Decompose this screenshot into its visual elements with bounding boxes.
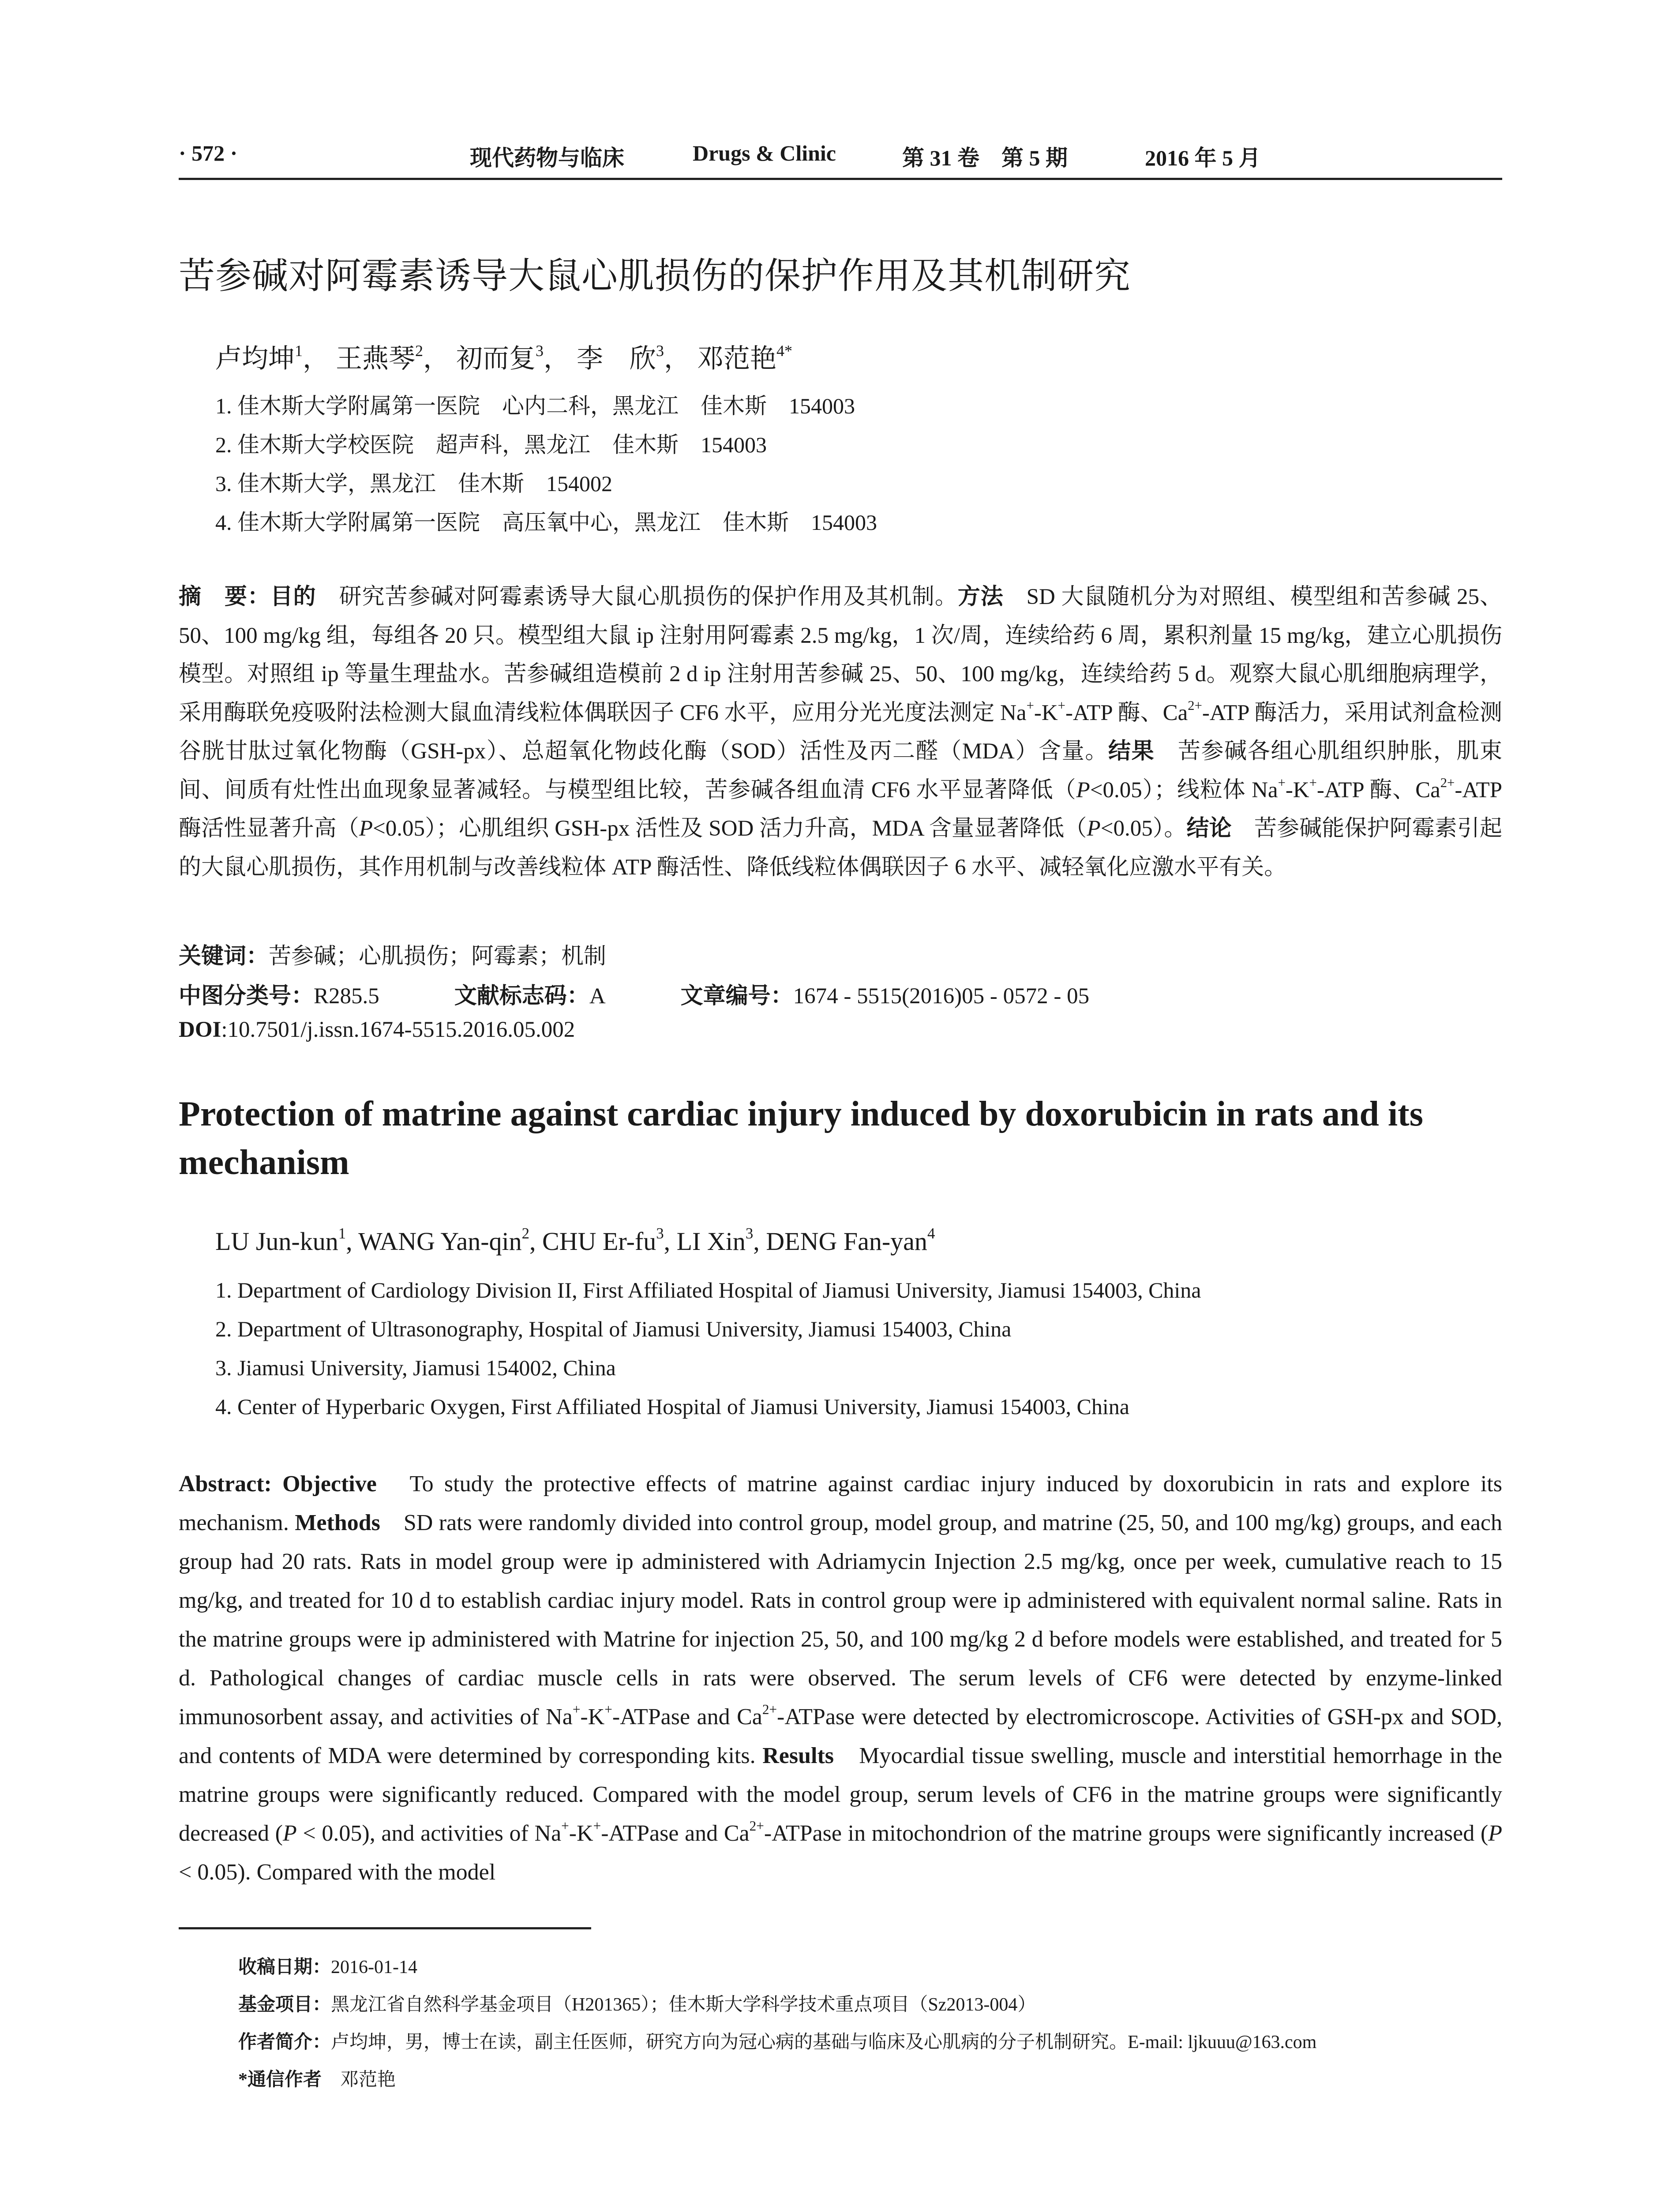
results-label: Results (762, 1743, 834, 1768)
footnote-label: 基金项目： (238, 1995, 331, 2015)
affiliation-cn: 2. 佳木斯大学校医院 超声科，黑龙江 佳木斯 154003 (215, 432, 767, 457)
footnote-text: 黑龙江省自然科学基金项目（H201365）；佳木斯大学科学技术重点项目（Sz2013-004） (331, 1995, 1036, 2015)
footnote-text: 卢均坤，男，博士在读，副主任医师，研究方向为冠心病的基础与临床及心肌病的分子机制研究。E-mail: ljkuuu@163.com (331, 2032, 1317, 2052)
p-symbol: P (1076, 777, 1090, 803)
abstract-text: -K (1034, 700, 1058, 725)
superscript: 2+ (1188, 698, 1202, 713)
abstract-text: -K (569, 1821, 593, 1846)
abstract-text: <0.05）；心肌组织 GSH-px 活性及 SOD 活力升高，MDA 含量显著降低（ (373, 816, 1087, 841)
clc-label: 中图分类号： (179, 984, 314, 1009)
abstract-text: <0.05）；线粒体 Na (1090, 777, 1278, 803)
p-symbol: P (359, 816, 373, 841)
footnote-text: 2016-01-14 (331, 1957, 417, 1977)
article-no-label: 文章编号： (680, 984, 793, 1009)
issue-date: 2016 年 5 月 (1145, 146, 1261, 170)
abstract-text: -ATP 酶活性显著升高（ (179, 777, 1502, 841)
author-list-cn (215, 338, 792, 375)
superscript: + (1278, 775, 1286, 790)
journal-name-cn: 现代药物与临床 (470, 146, 624, 170)
doi-label: DOI (179, 1017, 221, 1042)
abstract-text: -K (1285, 777, 1309, 803)
page-number: · 572 · (179, 141, 238, 165)
affiliation-en: 2. Department of Ultrasonography, Hospital of Jiamusi University, Jiamusi 154003, China (215, 1317, 1012, 1341)
doc-code-label: 文献标志码： (454, 984, 589, 1009)
abstract-text: < 0.05). Compared with the model (179, 1860, 496, 1885)
paper-title-en: Protection of matrine against cardiac injury induced by doxorubicin in rats and its mechanism (179, 1095, 1423, 1182)
abstract-text: 苦参碱能保护阿霉素引起的大鼠心肌损伤，其作用机制与改善线粒体 ATP 酶活性、降低线粒体偶联因子 6 水平、减轻氧化应激水平有关。 (179, 816, 1502, 880)
abstract-objective-label: Abstract: Objective (179, 1471, 377, 1497)
author-separator: ， (303, 344, 329, 373)
volume-issue: 第 31 卷 第 5 期 (902, 146, 1068, 170)
author-name: 初而复 (456, 344, 536, 373)
author-separator: ， (664, 344, 690, 373)
author-affiliation-mark: 3 (656, 341, 664, 360)
author-name: DENG Fan-yan (766, 1227, 927, 1256)
abstract-text: <0.05）。 (1100, 816, 1187, 841)
header-rule (179, 178, 1502, 180)
superscript: + (1309, 775, 1317, 790)
author-affiliation-mark: 4* (776, 341, 792, 360)
superscript: + (561, 1818, 569, 1834)
author-affiliation-mark: 1 (338, 1225, 346, 1242)
author-name: 卢均坤 (215, 344, 295, 373)
footnote-received (238, 1952, 417, 1979)
abstract-text: To study the protective effects of matrine against cardiac injury induced by doxorubicin in rats and explore its mechanism. (179, 1471, 1502, 1535)
footnote-label: 作者简介： (238, 2032, 331, 2052)
abstract-text: -ATPase and Ca (601, 1821, 750, 1846)
author-affiliation-mark: 2 (521, 1225, 530, 1242)
footnote-text: 邓范艳 (322, 2070, 396, 2090)
affiliation-cn: 4. 佳木斯大学附属第一医院 高压氧中心，黑龙江 佳木斯 154003 (215, 510, 877, 535)
doi-value: :10.7501/j.issn.1674-5515.2016.05.002 (221, 1017, 575, 1042)
superscript: + (1058, 698, 1065, 713)
superscript: + (572, 1702, 581, 1717)
affiliation-en: 1. Department of Cardiology Division II, First Affiliated Hospital of Jiamusi University, Jiamusi 154003, China (215, 1278, 1201, 1302)
running-header (179, 140, 1502, 176)
abstract-text: -ATP 酶活力，采用试剂盒检测谷胱甘肽过氧化物酶（GSH-px）、总超氧化物歧化酶（SOD）活性及丙二醛（MDA）含量。 (179, 700, 1502, 764)
footnote-author-bio (238, 2027, 1316, 2054)
affiliation-cn: 3. 佳木斯大学，黑龙江 佳木斯 154002 (215, 471, 612, 496)
author-affiliation-mark: 3 (656, 1225, 664, 1242)
author-name: 王燕琴 (336, 344, 415, 373)
footnote-corresponding (238, 2065, 396, 2091)
classification-line (179, 977, 1502, 1010)
author-separator: , (346, 1227, 359, 1256)
keywords-label: 关键词： (179, 944, 269, 969)
p-symbol: P (1488, 1821, 1502, 1846)
abstract-label: 摘 要： (179, 585, 270, 609)
abstract-en (179, 1465, 1502, 1892)
author-separator: , (529, 1227, 543, 1256)
abstract-cn (179, 578, 1502, 887)
footnote-funding (238, 1990, 1036, 2016)
author-affiliation-mark: 4 (927, 1225, 935, 1242)
footnote-rule (179, 1927, 591, 1929)
abstract-text: -ATPase and Ca (612, 1704, 762, 1730)
objective-label: 目的 (270, 585, 316, 609)
abstract-text: -ATP 酶、Ca (1065, 700, 1188, 725)
affiliation-en: 3. Jiamusi University, Jiamusi 154002, China (215, 1355, 616, 1380)
superscript: 2+ (1440, 775, 1455, 790)
author-affiliation-mark: 1 (295, 341, 303, 360)
author-list-en (215, 1227, 935, 1256)
abstract-text: 苦参碱各组心肌组织肿胀，肌束间、间质有灶性出血现象显著减轻。与模型组比较，苦参碱各组血清 CF6 水平显著降低（ (179, 739, 1502, 803)
keywords: 苦参碱；心肌损伤；阿霉素；机制 (269, 944, 607, 969)
abstract-text: -ATP 酶、Ca (1316, 777, 1440, 803)
footnote-label: *通信作者 (238, 2070, 322, 2090)
doi-line (179, 1017, 1502, 1043)
affiliation-en: 4. Center of Hyperbaric Oxygen, First Affiliated Hospital of Jiamusi University, Jiamusi 154003, China (215, 1394, 1129, 1419)
results-label: 结果 (1108, 739, 1155, 764)
author-name: LI Xin (676, 1227, 746, 1256)
keywords-line (179, 938, 1502, 970)
author-separator: , (753, 1227, 766, 1256)
abstract-text: < 0.05), and activities of Na (296, 1821, 562, 1846)
affiliation-cn: 1. 佳木斯大学附属第一医院 心内二科，黑龙江 佳木斯 154003 (215, 394, 855, 418)
paper-title-cn: 苦参碱对阿霉素诱导大鼠心肌损伤的保护作用及其机制研究 (179, 255, 1131, 297)
author-affiliation-mark: 3 (536, 341, 544, 360)
abstract-text: SD rats were randomly divided into control group, model group, and matrine (25, 50, and 100 mg/kg) groups, and each group had 20 rats. Rats in model group were ip administered with Adriamycin Injection 2.5 mg/kg, once per week, cumulative reach to 15 mg/kg, and treated for 10 d to establish cardiac injury model. Rats in control group were ip administered with equivalent normal saline. Rats in the matrine groups were ip administered with Matrine for injection 25, 50, and 100 mg/kg 2 d before models were established, and treated for 5 d. Pathological changes of cardiac muscle cells in rats were observed. The serum levels of CF6 were detected by enzyme-linked immunosorbent assay, and activities of Na (179, 1510, 1502, 1730)
p-symbol: P (282, 1821, 297, 1846)
superscript: + (604, 1702, 612, 1717)
journal-name-en: Drugs & Clinic (693, 141, 836, 165)
conclusion-label: 结论 (1186, 816, 1232, 841)
author-name: 李 欣 (577, 344, 656, 373)
methods-label: Methods (295, 1510, 380, 1535)
p-symbol: P (1087, 816, 1101, 841)
superscript: + (593, 1818, 601, 1834)
article-number: 1674 - 5515(2016)05 - 0572 - 05 (793, 984, 1090, 1009)
superscript: + (1026, 698, 1034, 713)
abstract-text: 研究苦参碱对阿霉素诱导大鼠心肌损伤的保护作用及其机制。 (316, 585, 958, 609)
author-affiliation-mark: 2 (415, 341, 423, 360)
author-name: WANG Yan-qin (358, 1227, 522, 1256)
author-separator: , (664, 1227, 677, 1256)
abstract-text: Myocardial tissue swelling, muscle and interstitial hemorrhage in the matrine groups were significantly reduced. Compared with the model group, serum levels of CF6 in the matrine groups were significantly decreased ( (179, 1743, 1503, 1846)
abstract-text: SD 大鼠随机分为对照组、模型组和苦参碱 25、50、100 mg/kg 组，每组各 20 只。模型组大鼠 ip 注射用阿霉素 2.5 mg/kg，1 次/周，连续给药 6 周，累积剂量 15 mg/kg，建立心肌损伤模型。对照组 ip 等量生理盐水。苦参碱组造模前 2 d ip 注射用苦参碱 25、50、100 mg/kg，连续给药 5 d。观察大鼠心肌细胞病理学，采用酶联免疫吸附法检测大鼠血清线粒体偶联因子 CF6 水平，应用分光光度法测定 Na (179, 585, 1502, 725)
abstract-text: -K (580, 1704, 605, 1730)
author-name: 邓范艳 (697, 344, 776, 373)
abstract-text: -ATPase in mitochondrion of the matrine groups were significantly increased ( (764, 1821, 1489, 1846)
methods-label: 方法 (957, 585, 1004, 609)
footnote-label: 收稿日期： (238, 1957, 331, 1977)
clc-number: R285.5 (314, 984, 379, 1009)
author-name: LU Jun-kun (215, 1227, 338, 1256)
superscript: 2+ (749, 1818, 764, 1834)
author-separator: ， (544, 344, 570, 373)
author-affiliation-mark: 3 (745, 1225, 754, 1242)
abstract-text: -ATPase were detected by electromicroscope. Activities of GSH-px and SOD, and contents of MDA were determined by corresponding kits. (179, 1704, 1502, 1768)
author-name: CHU Er-fu (542, 1227, 656, 1256)
doc-code: A (589, 984, 606, 1009)
superscript: 2+ (762, 1702, 777, 1717)
author-separator: ， (423, 344, 450, 373)
